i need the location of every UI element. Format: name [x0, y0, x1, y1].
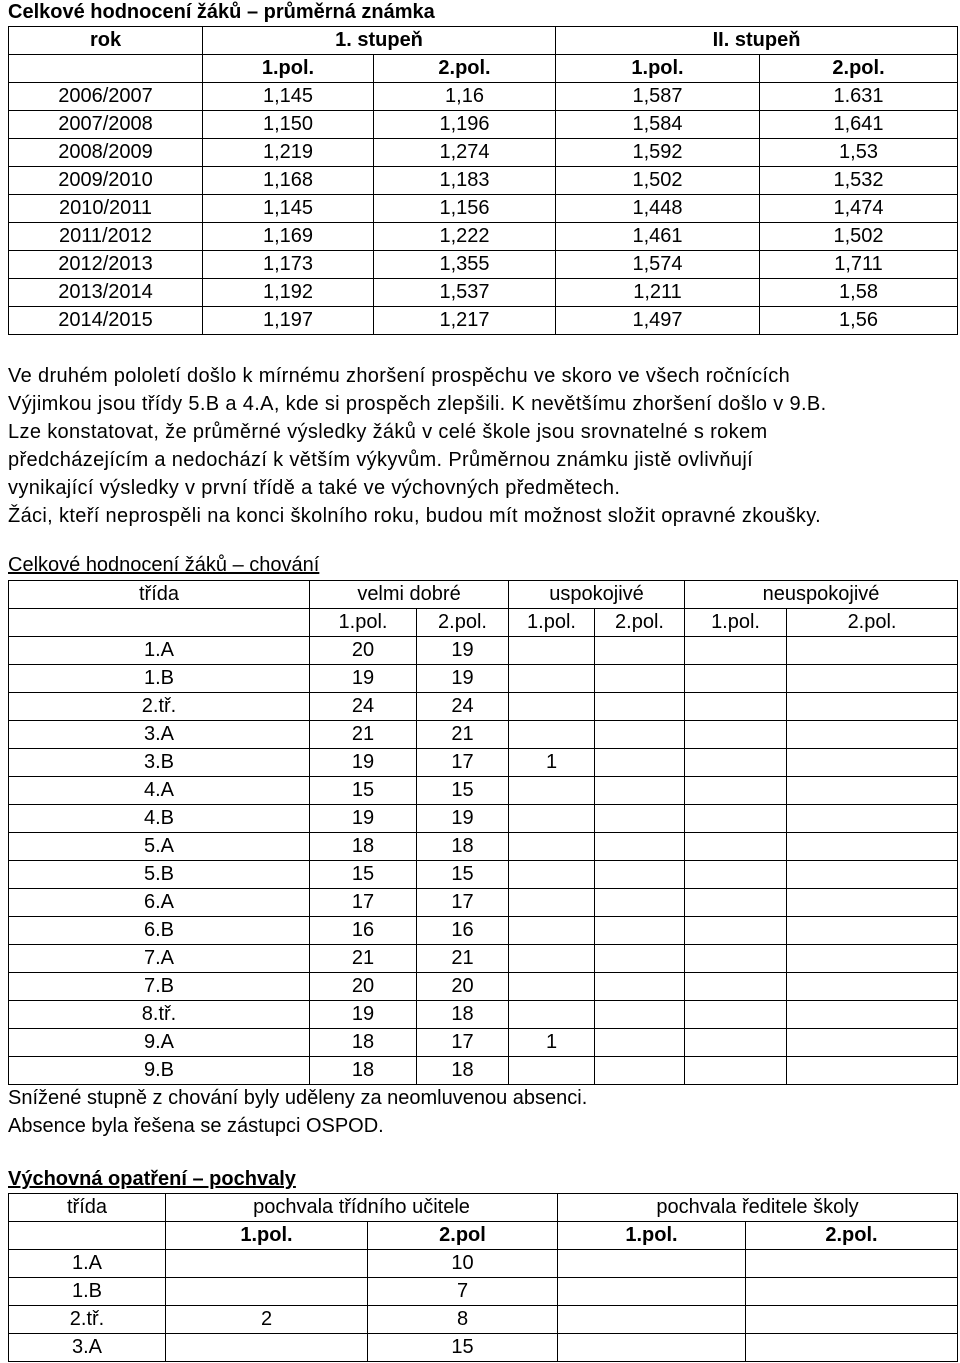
behavior-row-cell: 21 [417, 945, 509, 973]
behavior-row-cell [509, 945, 595, 973]
behavior-note: Absence byla řešena se zástupci OSPOD. [8, 1115, 384, 1137]
grades-row-cell: 1,592 [556, 139, 760, 167]
behavior-row-cell [787, 861, 958, 889]
behavior-row-cell [509, 637, 595, 665]
grades-row [9, 167, 958, 195]
praise-header-teacher: pochvala třídního učitele [166, 1194, 558, 1222]
behavior-row-cell [595, 637, 685, 665]
behavior-row [9, 721, 958, 749]
behavior-row-cell [509, 1057, 595, 1085]
behavior-row-cell [595, 1057, 685, 1085]
behavior-row-cell [595, 777, 685, 805]
grades-subheader-cell: 2.pol. [374, 55, 556, 83]
grades-row-cell: 1,222 [374, 223, 556, 251]
paragraph-line: Lze konstatovat, že průměrné výsledky žáků v celé škole jsou srovnatelné s rokem [8, 421, 768, 443]
grades-row-cell: 1,461 [556, 223, 760, 251]
behavior-row-cell: 17 [417, 749, 509, 777]
behavior-row-cell [685, 973, 787, 1001]
behavior-row-cell [685, 1057, 787, 1085]
behavior-row-cell: 20 [417, 973, 509, 1001]
grades-row-cell: 1,537 [374, 279, 556, 307]
paragraph-line: vynikající výsledky v první třídě a také ve výchovných předmětech. [8, 477, 621, 499]
behavior-row-cell [685, 889, 787, 917]
praise-row-label: 1.A [9, 1250, 166, 1278]
grades-row-cell: 1,274 [374, 139, 556, 167]
behavior-row-cell [509, 917, 595, 945]
behavior-row-label: 5.A [9, 833, 310, 861]
behavior-row-cell [509, 889, 595, 917]
behavior-row-cell [595, 721, 685, 749]
behavior-subheader-cell: 2.pol. [595, 609, 685, 637]
behavior-row-cell: 24 [417, 693, 509, 721]
behavior-row [9, 917, 958, 945]
behavior-header-very-good: velmi dobré [310, 581, 509, 609]
behavior-row-cell: 20 [310, 637, 417, 665]
grades-row [9, 223, 958, 251]
behavior-row-cell [787, 777, 958, 805]
behavior-row-cell: 15 [417, 777, 509, 805]
praise-row-cell [746, 1278, 958, 1306]
grades-row-cell: 1,584 [556, 111, 760, 139]
grades-row [9, 279, 958, 307]
grades-row-cell: 1,574 [556, 251, 760, 279]
grades-row-label: 2013/2014 [9, 279, 203, 307]
behavior-row-cell [787, 721, 958, 749]
praise-row-cell [558, 1278, 746, 1306]
behavior-row [9, 861, 958, 889]
behavior-row-cell [787, 833, 958, 861]
behavior-row-cell [685, 805, 787, 833]
behavior-row-cell: 17 [417, 1029, 509, 1057]
praise-header-row [9, 1194, 958, 1222]
grades-row-cell: 1,217 [374, 307, 556, 335]
praise-subheader-empty [9, 1222, 166, 1250]
behavior-row-cell [685, 917, 787, 945]
grades-row-label: 2014/2015 [9, 307, 203, 335]
behavior-row-cell: 19 [310, 749, 417, 777]
grades-subheader-cell: 2.pol. [760, 55, 958, 83]
behavior-row-label: 6.B [9, 917, 310, 945]
behavior-row-label: 7.A [9, 945, 310, 973]
praise-table [8, 1193, 958, 1362]
behavior-row-cell [595, 693, 685, 721]
grades-row-cell: 1,474 [760, 195, 958, 223]
grades-row-cell: 1,497 [556, 307, 760, 335]
praise-row-cell: 8 [368, 1306, 558, 1334]
grades-row-cell: 1.631 [760, 83, 958, 111]
behavior-row-cell: 18 [417, 833, 509, 861]
behavior-row [9, 805, 958, 833]
praise-row-cell [558, 1306, 746, 1334]
grades-row [9, 139, 958, 167]
behavior-row-cell: 18 [310, 1029, 417, 1057]
behavior-row-cell: 18 [417, 1001, 509, 1029]
behavior-row-cell [685, 665, 787, 693]
praise-row-cell [746, 1334, 958, 1362]
behavior-row-cell [787, 917, 958, 945]
behavior-row-cell [685, 721, 787, 749]
grades-row [9, 83, 958, 111]
behavior-row-cell [595, 665, 685, 693]
behavior-row-cell [685, 833, 787, 861]
behavior-row-cell: 19 [310, 805, 417, 833]
paragraph-line: Výjimkou jsou třídy 5.B a 4.A, kde si prospěch zlepšili. K nevětšímu zhoršení došlo v 9.B. [8, 393, 827, 415]
behavior-row [9, 973, 958, 1001]
grades-row-cell: 1,150 [203, 111, 374, 139]
behavior-table [8, 580, 958, 1085]
behavior-subheader-empty [9, 609, 310, 637]
praise-subheader-cell: 1.pol. [166, 1222, 368, 1250]
grades-row-label: 2006/2007 [9, 83, 203, 111]
behavior-row-cell: 24 [310, 693, 417, 721]
behavior-row-cell [685, 777, 787, 805]
grades-subheader-cell: 1.pol. [556, 55, 760, 83]
behavior-row-cell [509, 805, 595, 833]
behavior-row-cell [787, 973, 958, 1001]
behavior-row-cell [787, 1057, 958, 1085]
behavior-row-cell [509, 665, 595, 693]
behavior-row-cell: 19 [310, 1001, 417, 1029]
behavior-row-cell: 21 [310, 945, 417, 973]
behavior-row-cell: 19 [417, 665, 509, 693]
behavior-row-cell: 18 [310, 1057, 417, 1085]
grades-row-cell: 1,355 [374, 251, 556, 279]
grades-row-label: 2010/2011 [9, 195, 203, 223]
behavior-subheader-cell: 1.pol. [685, 609, 787, 637]
praise-row-cell [166, 1334, 368, 1362]
praise-subheader-cell: 2.pol [368, 1222, 558, 1250]
behavior-row-cell: 19 [417, 805, 509, 833]
grades-row [9, 195, 958, 223]
grades-header-year: rok [9, 27, 203, 55]
grades-row-cell: 1,168 [203, 167, 374, 195]
grades-row-cell: 1,502 [556, 167, 760, 195]
grades-row-cell: 1,502 [760, 223, 958, 251]
grades-header-stage1: 1. stupeň [203, 27, 556, 55]
behavior-row-cell: 15 [310, 861, 417, 889]
behavior-row-label: 7.B [9, 973, 310, 1001]
praise-row-label: 3.A [9, 1334, 166, 1362]
praise-row-cell [558, 1250, 746, 1278]
behavior-row-cell: 20 [310, 973, 417, 1001]
behavior-row-cell [685, 637, 787, 665]
behavior-row-cell: 1 [509, 1029, 595, 1057]
behavior-header-satisfactory: uspokojivé [509, 581, 685, 609]
behavior-row-cell: 18 [310, 833, 417, 861]
behavior-row-cell [595, 1029, 685, 1057]
behavior-row-cell [685, 861, 787, 889]
behavior-row-cell: 15 [310, 777, 417, 805]
behavior-row-cell: 17 [417, 889, 509, 917]
praise-header-class: třída [9, 1194, 166, 1222]
behavior-row-cell [787, 805, 958, 833]
behavior-row-label: 1.A [9, 637, 310, 665]
grades-row-label: 2012/2013 [9, 251, 203, 279]
behavior-row-cell [595, 917, 685, 945]
behavior-row [9, 693, 958, 721]
grades-row-cell: 1,196 [374, 111, 556, 139]
grades-row-cell: 1,711 [760, 251, 958, 279]
behavior-row-label: 2.tř. [9, 693, 310, 721]
grades-subheader-empty [9, 55, 203, 83]
behavior-row-cell [595, 889, 685, 917]
praise-row-cell: 7 [368, 1278, 558, 1306]
behavior-row-cell [787, 1001, 958, 1029]
behavior-row-cell [509, 973, 595, 1001]
behavior-row-cell: 21 [310, 721, 417, 749]
praise-row [9, 1334, 958, 1362]
behavior-row [9, 749, 958, 777]
behavior-row-label: 4.A [9, 777, 310, 805]
praise-row-cell [166, 1278, 368, 1306]
behavior-row-cell [509, 1001, 595, 1029]
grades-row-cell: 1,16 [374, 83, 556, 111]
grades-row-cell: 1,156 [374, 195, 556, 223]
grades-subheader-cell: 1.pol. [203, 55, 374, 83]
paragraph-line: Ve druhém pololetí došlo k mírnému zhoršení prospěchu ve skoro ve všech ročnících [8, 365, 791, 387]
praise-row-cell [558, 1334, 746, 1362]
summary-paragraph [8, 362, 958, 530]
behavior-row-cell [787, 665, 958, 693]
behavior-notes [8, 1084, 587, 1140]
behavior-row-cell [787, 637, 958, 665]
behavior-row-cell [595, 749, 685, 777]
grades-row-cell: 1,587 [556, 83, 760, 111]
praise-row-cell: 15 [368, 1334, 558, 1362]
behavior-row-cell [595, 833, 685, 861]
behavior-header-unsatisfactory: neuspokojivé [685, 581, 958, 609]
behavior-row-label: 6.A [9, 889, 310, 917]
paragraph-line: Žáci, kteří neprospěli na konci školního roku, budou mít možnost složit opravné zkoušky. [8, 505, 822, 527]
praise-row [9, 1278, 958, 1306]
behavior-row [9, 1001, 958, 1029]
behavior-subheader-cell: 2.pol. [787, 609, 958, 637]
behavior-row [9, 1029, 958, 1057]
grades-row-label: 2007/2008 [9, 111, 203, 139]
behavior-row-cell [595, 945, 685, 973]
behavior-subheader-cell: 1.pol. [509, 609, 595, 637]
grades-row-cell: 1,173 [203, 251, 374, 279]
behavior-row-cell [595, 1001, 685, 1029]
grades-row [9, 307, 958, 335]
behavior-row [9, 945, 958, 973]
grades-row-cell: 1,448 [556, 195, 760, 223]
praise-subheader-row [9, 1222, 958, 1250]
praise-row [9, 1306, 958, 1334]
praise-row-label: 2.tř. [9, 1306, 166, 1334]
behavior-row-cell [787, 749, 958, 777]
behavior-row-cell: 19 [310, 665, 417, 693]
behavior-row [9, 665, 958, 693]
grades-row [9, 111, 958, 139]
praise-row-cell: 2 [166, 1306, 368, 1334]
behavior-row-cell: 15 [417, 861, 509, 889]
behavior-row-cell [595, 805, 685, 833]
behavior-row-cell: 17 [310, 889, 417, 917]
behavior-header-class: třída [9, 581, 310, 609]
behavior-row-cell: 16 [310, 917, 417, 945]
praise-title: Výchovná opatření – pochvaly [8, 1168, 296, 1190]
grades-row-cell: 1,183 [374, 167, 556, 195]
behavior-row-cell [787, 1029, 958, 1057]
praise-row-cell [746, 1306, 958, 1334]
behavior-subheader-cell: 2.pol. [417, 609, 509, 637]
behavior-row-label: 8.tř. [9, 1001, 310, 1029]
grades-table [8, 26, 958, 335]
grades-row-cell: 1,197 [203, 307, 374, 335]
behavior-row-label: 3.A [9, 721, 310, 749]
grades-row-cell: 1,219 [203, 139, 374, 167]
behavior-subheader-row [9, 609, 958, 637]
behavior-row [9, 889, 958, 917]
behavior-title: Celkové hodnocení žáků – chování [8, 554, 320, 576]
behavior-row-cell [685, 945, 787, 973]
behavior-row [9, 833, 958, 861]
behavior-row-cell [509, 777, 595, 805]
behavior-row-cell [595, 973, 685, 1001]
praise-row [9, 1250, 958, 1278]
behavior-row-cell: 19 [417, 637, 509, 665]
grades-row-label: 2009/2010 [9, 167, 203, 195]
behavior-row-cell [787, 693, 958, 721]
behavior-row-cell [509, 721, 595, 749]
grades-row-cell: 1,641 [760, 111, 958, 139]
grades-row-cell: 1,169 [203, 223, 374, 251]
praise-row-label: 1.B [9, 1278, 166, 1306]
grades-row-cell: 1,211 [556, 279, 760, 307]
paragraph-line: předcházejícím a nedochází k větším výkyvům. Průměrnou známku jistě ovlivňují [8, 449, 754, 471]
grades-header-row [9, 27, 958, 55]
praise-header-director: pochvala ředitele školy [558, 1194, 958, 1222]
behavior-row [9, 1057, 958, 1085]
behavior-row-cell: 21 [417, 721, 509, 749]
praise-subheader-cell: 2.pol. [746, 1222, 958, 1250]
behavior-row-cell [509, 861, 595, 889]
behavior-row-cell [509, 833, 595, 861]
behavior-row-cell [787, 889, 958, 917]
praise-row-cell [166, 1250, 368, 1278]
behavior-row-cell [685, 1001, 787, 1029]
behavior-row-label: 9.A [9, 1029, 310, 1057]
behavior-row-cell [685, 1029, 787, 1057]
behavior-row-label: 4.B [9, 805, 310, 833]
behavior-row-cell [685, 693, 787, 721]
praise-row-cell: 10 [368, 1250, 558, 1278]
praise-subheader-cell: 1.pol. [558, 1222, 746, 1250]
grades-row-cell: 1,145 [203, 195, 374, 223]
grades-subheader-row [9, 55, 958, 83]
grades-row-cell: 1,53 [760, 139, 958, 167]
praise-row-cell [746, 1250, 958, 1278]
behavior-row-label: 1.B [9, 665, 310, 693]
behavior-row-label: 3.B [9, 749, 310, 777]
behavior-row-cell [595, 861, 685, 889]
behavior-row [9, 777, 958, 805]
behavior-row-cell [787, 945, 958, 973]
behavior-note: Snížené stupně z chování byly uděleny za neomluvenou absenci. [8, 1087, 588, 1109]
grades-row-cell: 1,58 [760, 279, 958, 307]
behavior-row-cell: 18 [417, 1057, 509, 1085]
grades-row [9, 251, 958, 279]
behavior-row-label: 9.B [9, 1057, 310, 1085]
behavior-row-cell [509, 693, 595, 721]
grades-row-label: 2008/2009 [9, 139, 203, 167]
grades-row-cell: 1,192 [203, 279, 374, 307]
behavior-row [9, 637, 958, 665]
behavior-subheader-cell: 1.pol. [310, 609, 417, 637]
grades-row-cell: 1,145 [203, 83, 374, 111]
behavior-row-label: 5.B [9, 861, 310, 889]
behavior-row-cell: 1 [509, 749, 595, 777]
behavior-row-cell: 16 [417, 917, 509, 945]
grades-row-label: 2011/2012 [9, 223, 203, 251]
grades-title: Celkové hodnocení žáků – průměrná známka [8, 1, 435, 23]
grades-row-cell: 1,56 [760, 307, 958, 335]
grades-row-cell: 1,532 [760, 167, 958, 195]
behavior-row-cell [685, 749, 787, 777]
grades-header-stage2: II. stupeň [556, 27, 958, 55]
behavior-header-row [9, 581, 958, 609]
